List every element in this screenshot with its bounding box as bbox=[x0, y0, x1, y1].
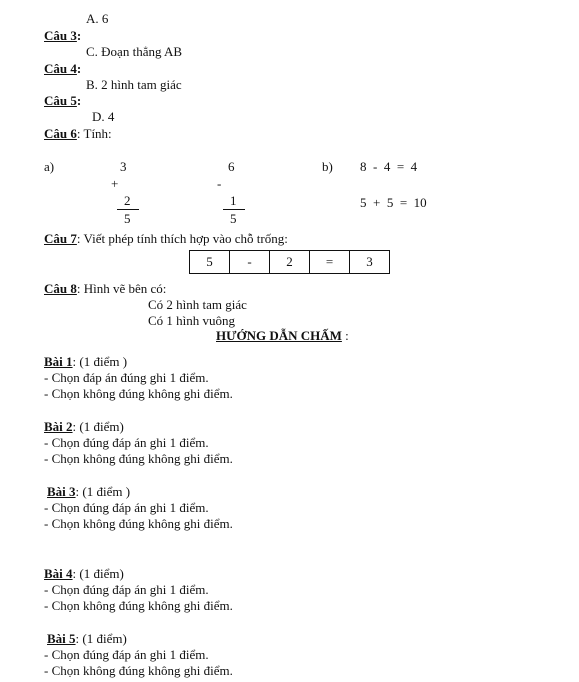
frac1-op: + bbox=[111, 176, 119, 191]
guide-item-3-line1: - Chọn đúng đáp án ghi 1 điểm. bbox=[44, 500, 209, 515]
cau6-part-b: b) bbox=[322, 159, 333, 174]
cau6-rest: : Tính: bbox=[76, 126, 112, 141]
guide-item-5-line2: - Chọn không đúng không ghi điểm. bbox=[44, 663, 233, 678]
guide-title bbox=[216, 328, 349, 343]
frac2-top: 6 bbox=[228, 159, 235, 174]
frac2-den: 5 bbox=[230, 211, 237, 226]
guide-item-2-label: Bài 2 bbox=[44, 419, 73, 434]
guide-item-3-label: Bài 3 bbox=[47, 484, 76, 499]
cau6-part-a: a) bbox=[44, 159, 55, 174]
cau5-colon: : bbox=[76, 93, 82, 108]
guide-item-5-heading bbox=[47, 631, 127, 646]
frac2-bar bbox=[223, 209, 245, 210]
heading-cau5 bbox=[44, 93, 81, 108]
guide-item-5-points: : (1 điểm) bbox=[75, 631, 127, 646]
answer-cau5: D. 4 bbox=[92, 109, 115, 124]
guide-item-3-line2: - Chọn không đúng không ghi điểm. bbox=[44, 516, 233, 531]
guide-item-5-line1: - Chọn đúng đáp án ghi 1 điểm. bbox=[44, 647, 209, 662]
guide-item-2-line1: - Chọn đúng đáp án ghi 1 điểm. bbox=[44, 435, 209, 450]
frac1-bar bbox=[117, 209, 139, 210]
cau8-line2: Có 1 hình vuông bbox=[148, 313, 236, 328]
guide-item-1-heading bbox=[44, 354, 127, 369]
guide-item-2-points: : (1 điểm) bbox=[72, 419, 124, 434]
answer-cau3: C. Đoạn thẳng AB bbox=[86, 44, 183, 59]
guide-item-3-heading bbox=[47, 484, 130, 499]
guide-item-4-heading bbox=[44, 566, 124, 581]
cau6-label: Câu 6 bbox=[44, 126, 77, 141]
heading-cau4 bbox=[44, 61, 81, 76]
equation-1: 8 - 4 = 4 bbox=[360, 159, 418, 174]
heading-cau7 bbox=[44, 231, 288, 246]
guide-item-4-line1: - Chọn đúng đáp án ghi 1 điểm. bbox=[44, 582, 209, 597]
guide-item-4-points: : (1 điểm) bbox=[72, 566, 124, 581]
answer-cau2: A. 6 bbox=[86, 11, 109, 26]
answer-cell-5: 3 bbox=[349, 250, 390, 274]
answer-cell-1: 5 bbox=[189, 250, 230, 274]
guide-item-3-points: : (1 điểm ) bbox=[75, 484, 131, 499]
guide-item-4-line2: - Chọn không đúng không ghi điểm. bbox=[44, 598, 233, 613]
cau4-colon: : bbox=[76, 61, 82, 76]
guide-item-2-heading bbox=[44, 419, 124, 434]
cau3-label: Câu 3 bbox=[44, 28, 77, 43]
guide-item-2-line2: - Chọn không đúng không ghi điểm. bbox=[44, 451, 233, 466]
equation-2: 5 + 5 = 10 bbox=[360, 195, 427, 210]
heading-cau3 bbox=[44, 28, 81, 43]
guide-item-1-label: Bài 1 bbox=[44, 354, 73, 369]
frac2-op: - bbox=[217, 176, 222, 191]
guide-title-suffix: : bbox=[341, 328, 349, 343]
guide-item-1-line1: - Chọn đáp án đúng ghi 1 điểm. bbox=[44, 370, 209, 385]
guide-item-5-label: Bài 5 bbox=[47, 631, 76, 646]
frac1-top: 3 bbox=[120, 159, 127, 174]
answer-cell-2: - bbox=[229, 250, 270, 274]
cau7-rest: : Viết phép tính thích hợp vào chỗ trống: bbox=[76, 231, 288, 246]
cau8-line1: Có 2 hình tam giác bbox=[148, 297, 247, 312]
guide-item-1-points: : (1 điểm ) bbox=[72, 354, 128, 369]
answer-cau4: B. 2 hình tam giác bbox=[86, 77, 182, 92]
frac1-den: 5 bbox=[124, 211, 131, 226]
guide-title-text: HƯỚNG DẪN CHẤM bbox=[216, 328, 342, 343]
heading-cau8 bbox=[44, 281, 166, 296]
cau3-colon: : bbox=[76, 28, 82, 43]
answer-cell-4: = bbox=[309, 250, 350, 274]
cau5-label: Câu 5 bbox=[44, 93, 77, 108]
cau7-label: Câu 7 bbox=[44, 231, 77, 246]
guide-item-1-line2: - Chọn không đúng không ghi điểm. bbox=[44, 386, 233, 401]
guide-item-4-label: Bài 4 bbox=[44, 566, 73, 581]
heading-cau6 bbox=[44, 126, 112, 141]
answer-cell-3: 2 bbox=[269, 250, 310, 274]
cau8-rest: : Hình vẽ bên có: bbox=[76, 281, 167, 296]
cau8-label: Câu 8 bbox=[44, 281, 77, 296]
frac1-num: 2 bbox=[124, 193, 131, 208]
frac2-num: 1 bbox=[230, 193, 237, 208]
cau4-label: Câu 4 bbox=[44, 61, 77, 76]
